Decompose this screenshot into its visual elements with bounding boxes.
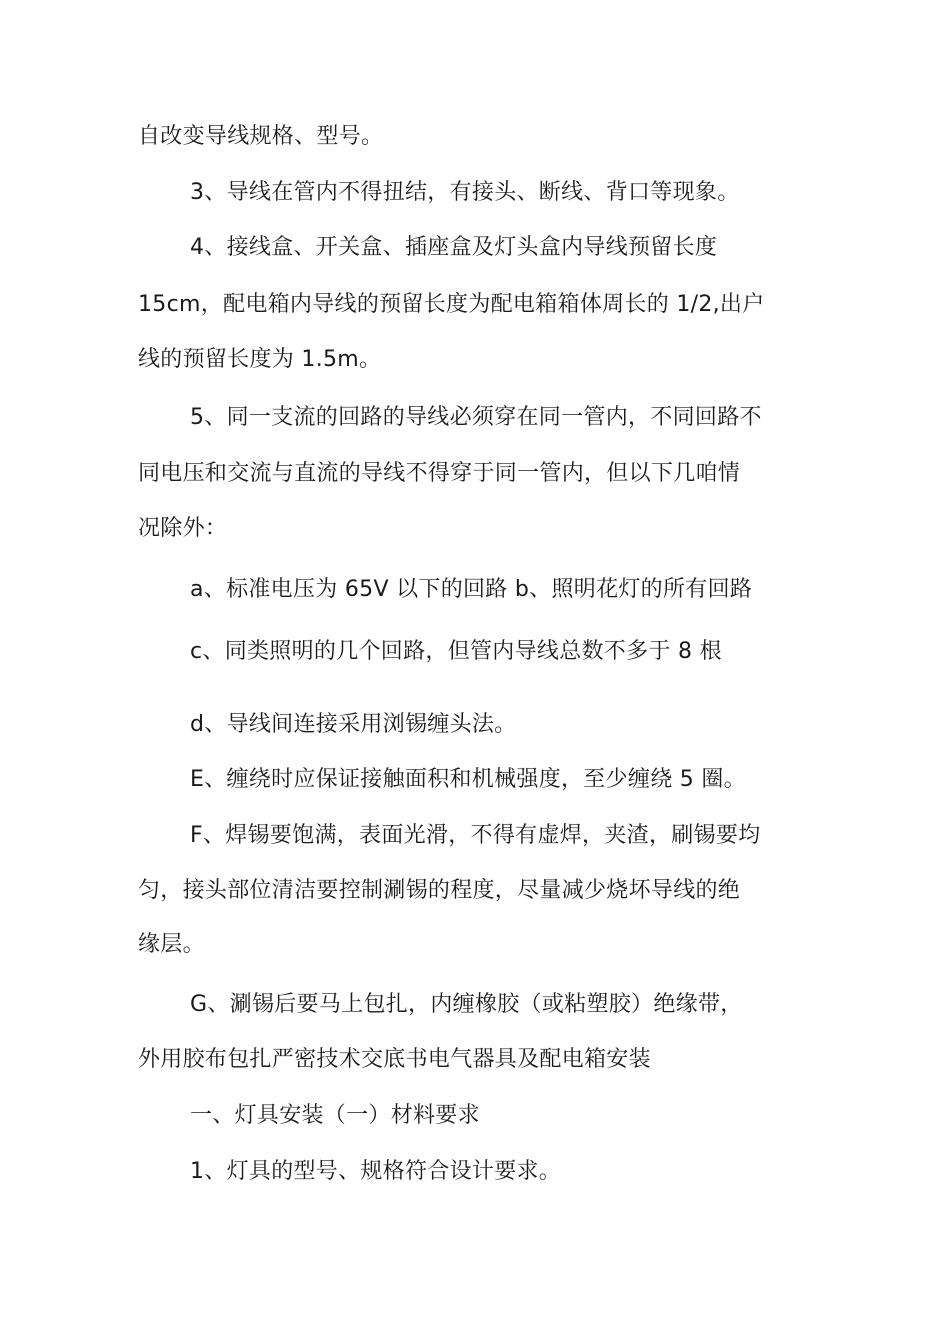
text-line: 5、同一支流的回路的导线必须穿在同一管内，不同回路不 (190, 405, 762, 430)
text-line: 匀，接头部位清洁要控制涮锡的程度，尽量减少烧坏导线的绝 (138, 878, 741, 903)
text-line: 外用胶布包扎严密技术交底书电气器具及配电箱安装 (138, 1047, 651, 1072)
text-line: 缘层。 (138, 932, 205, 957)
text-line: G、涮锡后要马上包扎，内缠橡胶（或粘塑胶）绝缘带， (190, 992, 743, 1017)
text-line: 1、灯具的型号、规格符合设计要求。 (190, 1159, 562, 1184)
section-heading: 一、灯具安装（一）材料要求 (190, 1103, 480, 1128)
text-line: 同电压和交流与直流的导线不得穿于同一管内，但以下几咱情 (138, 461, 741, 486)
text-line: 15cm，配电箱内导线的预留长度为配电箱箱体周长的 1/2,出户 (138, 292, 765, 317)
text-line: 况除外： (138, 516, 228, 541)
text-line: d、导线间连接采用浏锡缠头法。 (190, 712, 517, 737)
text-line: c、同类照明的几个回路，但管内导线总数不多于 8 根 (190, 639, 722, 664)
text-line: 3、导线在管内不得扭结，有接头、断线、背口等现象。 (190, 180, 740, 205)
text-line: E、缠绕时应保证接触面积和机械强度，至少缠绕 5 圈。 (190, 767, 746, 792)
text-line: 4、接线盒、开关盒、插座盒及灯头盒内导线预留长度 (190, 235, 718, 260)
text-line: 自改变导线规格、型号。 (138, 124, 384, 149)
text-line: a、标准电压为 65V 以下的回路 b、照明花灯的所有回路 (190, 577, 753, 602)
text-line: 线的预留长度为 1.5m。 (138, 347, 382, 372)
text-line: F、焊锡要饱满，表面光滑，不得有虚焊，夹渣，刷锡要均 (190, 823, 761, 848)
